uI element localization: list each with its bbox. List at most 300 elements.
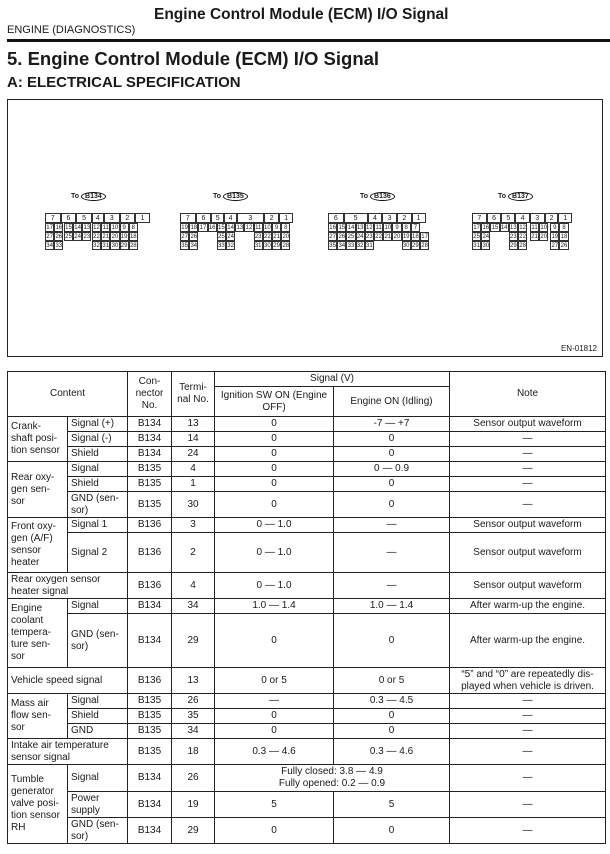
connector-no-cell: B134 bbox=[128, 447, 172, 462]
connector-pin: 29 bbox=[412, 243, 419, 249]
connector-pin: 26 bbox=[190, 234, 198, 240]
connector-pin: 18 bbox=[560, 234, 568, 240]
note-cell: After warm-up the engine. bbox=[450, 599, 606, 614]
connector-no-cell: B134 bbox=[128, 818, 172, 844]
content-sub-item: GND (sen- sor) bbox=[68, 818, 128, 844]
note-cell: Sensor output waveform bbox=[450, 417, 606, 432]
connector-pin: 18 bbox=[412, 234, 419, 240]
connector-pin: 2 bbox=[545, 213, 559, 223]
connector-pin: 31 bbox=[254, 243, 262, 249]
connector-pin: 15 bbox=[218, 225, 225, 231]
ignition-on-value: 0 — 1.0 bbox=[215, 518, 334, 533]
header-terminal: Termi- nal No. bbox=[172, 372, 215, 417]
connector-pin: 20 bbox=[540, 234, 548, 240]
ignition-on-value: 0 bbox=[215, 477, 334, 492]
connector-pin: 30 bbox=[264, 243, 271, 249]
connector-pin: 9 bbox=[120, 223, 129, 232]
connector-pin: 11 bbox=[531, 225, 538, 231]
connector-no-cell: B134 bbox=[128, 432, 172, 447]
connector-no-cell: B135 bbox=[128, 462, 172, 477]
connector-pin: 29 bbox=[510, 243, 517, 249]
connector-pin: 23 bbox=[510, 234, 517, 240]
table-row bbox=[8, 447, 606, 462]
note-cell: — bbox=[450, 739, 606, 765]
connector-pin: 7 bbox=[472, 213, 487, 223]
connector-pin: 5 bbox=[501, 213, 515, 223]
connector-no-cell: B135 bbox=[128, 739, 172, 765]
connector-pin: 27 bbox=[46, 234, 53, 240]
connector-pin: 22 bbox=[375, 234, 382, 240]
content-sub-item: Signal bbox=[68, 462, 128, 477]
connector-pin: 22 bbox=[519, 234, 526, 240]
engine-on-value: 0 bbox=[334, 432, 450, 447]
ignition-on-value: 0 bbox=[215, 492, 334, 518]
table-row bbox=[8, 573, 606, 599]
engine-on-value: 0.3 — 4.6 bbox=[334, 739, 450, 765]
connector-pin: 21 bbox=[384, 234, 392, 240]
connector-pin: 23 bbox=[254, 234, 262, 240]
connector-pin: 5 bbox=[344, 213, 368, 223]
terminal-no-cell: 4 bbox=[172, 573, 215, 599]
note-cell: — bbox=[450, 792, 606, 818]
table-row bbox=[8, 694, 606, 709]
table-row bbox=[8, 492, 606, 518]
terminal-no-cell: 34 bbox=[172, 724, 215, 739]
connector-pin: 27 bbox=[551, 243, 559, 249]
connector-pin: 28 bbox=[421, 243, 428, 249]
engine-on-value: 0 or 5 bbox=[334, 668, 450, 694]
connector-pin: 30 bbox=[402, 243, 410, 249]
connector-pin: 6 bbox=[487, 213, 502, 223]
connector-pin: 14 bbox=[227, 225, 234, 231]
connector-pin: 17 bbox=[46, 225, 53, 231]
content-group-name: Mass air flow sen- sor bbox=[8, 694, 68, 739]
connector-pin: 5 bbox=[76, 213, 92, 223]
table-row bbox=[8, 462, 606, 477]
ignition-on-value: 0 — 1.0 bbox=[215, 533, 334, 573]
connector-pin: 1 bbox=[558, 213, 572, 223]
connector-pin: 3 bbox=[530, 213, 545, 223]
terminal-no-cell: 34 bbox=[172, 599, 215, 614]
terminal-no-cell: 35 bbox=[172, 709, 215, 724]
header-note: Note bbox=[450, 372, 606, 417]
connector-pin: 28 bbox=[519, 243, 526, 249]
section-heading: 5. Engine Control Module (ECM) I/O Signal bbox=[7, 48, 380, 69]
connector-pin: 1 bbox=[279, 213, 293, 223]
note-cell: — bbox=[450, 462, 606, 477]
connector-pin: 3 bbox=[104, 213, 120, 223]
connector-pin: 27 bbox=[329, 234, 336, 240]
connector-label bbox=[360, 192, 395, 201]
connector-pin: 16 bbox=[482, 225, 490, 231]
terminal-no-cell: 18 bbox=[172, 739, 215, 765]
content-group-name: Tumble generator valve posi- tion sensor RH bbox=[8, 765, 68, 844]
connector-no-cell: B135 bbox=[128, 477, 172, 492]
ignition-on-value: 0 bbox=[215, 432, 334, 447]
header-engine-on: Engine ON (Idling) bbox=[334, 387, 450, 417]
connector-no-cell: B136 bbox=[128, 533, 172, 573]
connector-pin: 24 bbox=[356, 234, 364, 240]
terminal-no-cell: 26 bbox=[172, 694, 215, 709]
content-group-name: Rear oxygen sensor heater signal bbox=[8, 573, 128, 599]
connector-pin: 2 bbox=[120, 213, 136, 223]
connector-label bbox=[71, 192, 106, 201]
connector-pin: 12 bbox=[519, 225, 526, 231]
connector-pin: 19 bbox=[551, 234, 559, 240]
ignition-on-value: 0 bbox=[215, 462, 334, 477]
connector-id-oval: B137 bbox=[508, 192, 533, 201]
signal-merged-cell: Fully closed: 3.8 — 4.9 Fully opened: 0.2 — 0.9 bbox=[215, 765, 450, 792]
subsection-heading: A: ELECTRICAL SPECIFICATION bbox=[7, 74, 241, 91]
connector-pin: 16 bbox=[55, 225, 63, 231]
connector-no-cell: B134 bbox=[128, 599, 172, 614]
connector-pin: 22 bbox=[264, 234, 271, 240]
ignition-on-value: 0.3 — 4.6 bbox=[215, 739, 334, 765]
connector-pin: 34 bbox=[338, 243, 346, 249]
connector-pin: 9 bbox=[550, 223, 559, 232]
engine-on-value: -7 — +7 bbox=[334, 417, 450, 432]
terminal-no-cell: 13 bbox=[172, 417, 215, 432]
page-header-title: Engine Control Module (ECM) I/O Signal bbox=[154, 6, 449, 23]
header-signal: Signal (V) bbox=[215, 372, 450, 387]
note-cell: Sensor output waveform bbox=[450, 533, 606, 573]
connector-pin: 8 bbox=[129, 223, 138, 232]
connector-pin: 5 bbox=[211, 213, 224, 223]
terminal-no-cell: 13 bbox=[172, 668, 215, 694]
ignition-on-value: 0 or 5 bbox=[215, 668, 334, 694]
connector-pin: 15 bbox=[491, 225, 499, 231]
connector-label bbox=[498, 192, 533, 201]
connector-pin: 7 bbox=[411, 223, 420, 232]
table-row bbox=[8, 792, 606, 818]
connector-pin: 25 bbox=[218, 234, 225, 240]
engine-on-value: 0 bbox=[334, 818, 450, 844]
connector-pin: 28 bbox=[282, 243, 290, 249]
connector-pin: 34 bbox=[190, 243, 198, 249]
connector-pin: 3 bbox=[237, 213, 264, 223]
connector-pin: 28 bbox=[129, 243, 137, 249]
connector-pin: 24 bbox=[74, 234, 81, 240]
connector-pin: 24 bbox=[227, 234, 234, 240]
engine-on-value: — bbox=[334, 533, 450, 573]
engine-on-value: 1.0 — 1.4 bbox=[334, 599, 450, 614]
connector-pin: 23 bbox=[83, 234, 91, 240]
ignition-on-value: — bbox=[215, 694, 334, 709]
note-cell: — bbox=[450, 447, 606, 462]
connector-pin: 2 bbox=[397, 213, 412, 223]
connector-pin: 7 bbox=[180, 213, 196, 223]
content-group-name: Engine coolant tempera- ture sen- sor bbox=[8, 599, 68, 668]
table-row bbox=[8, 477, 606, 492]
connector-pin: 7 bbox=[45, 213, 61, 223]
connector-pin: 34 bbox=[46, 243, 53, 249]
connector-pin: 11 bbox=[102, 225, 109, 231]
connector-pin: 29 bbox=[120, 243, 128, 249]
note-cell: Sensor output waveform bbox=[450, 518, 606, 533]
connector-figure bbox=[7, 99, 603, 357]
connector-pin: 19 bbox=[181, 225, 188, 231]
table-row bbox=[8, 765, 606, 792]
connector-pin: 33 bbox=[55, 243, 63, 249]
ignition-on-value: 0 bbox=[215, 709, 334, 724]
connector-pin: 20 bbox=[111, 234, 119, 240]
connector-pin: 12 bbox=[245, 225, 253, 231]
connector-pin: 8 bbox=[559, 223, 568, 232]
connector-no-cell: B136 bbox=[128, 518, 172, 533]
terminal-no-cell: 26 bbox=[172, 765, 215, 792]
connector-to-text: To bbox=[360, 193, 369, 200]
connector-pin: 8 bbox=[402, 223, 411, 232]
content-group-name: Rear oxy- gen sen- sor bbox=[8, 462, 68, 518]
connector-no-cell: B136 bbox=[128, 573, 172, 599]
connector-pin: 31 bbox=[473, 243, 480, 249]
connector-pin: 20 bbox=[282, 234, 290, 240]
note-cell: — bbox=[450, 432, 606, 447]
connector-pin: 1 bbox=[412, 213, 426, 223]
content-group-name: Vehicle speed signal bbox=[8, 668, 128, 694]
connector-no-cell: B136 bbox=[128, 668, 172, 694]
connector-pin: 21 bbox=[531, 234, 538, 240]
connector-pin: 31 bbox=[102, 243, 110, 249]
connector-no-cell: B134 bbox=[128, 792, 172, 818]
content-sub-item: Signal 1 bbox=[68, 518, 128, 533]
terminal-no-cell: 29 bbox=[172, 614, 215, 668]
table-row bbox=[8, 739, 606, 765]
connector-pin: 26 bbox=[55, 234, 63, 240]
connector-no-cell: B134 bbox=[128, 417, 172, 432]
connector-pin: 21 bbox=[102, 234, 110, 240]
table-row bbox=[8, 818, 606, 844]
connector-pin: 23 bbox=[366, 234, 373, 240]
connector-no-cell: B134 bbox=[128, 765, 172, 792]
connector-pin: 13 bbox=[236, 225, 244, 231]
connector-no-cell: B135 bbox=[128, 709, 172, 724]
note-cell: “5” and “0” are repeatedly dis- played when vehicle is driven. bbox=[450, 668, 606, 694]
table-row bbox=[8, 709, 606, 724]
connector-pin: 17 bbox=[421, 234, 428, 240]
table-row bbox=[8, 614, 606, 668]
connector-to-text: To bbox=[498, 193, 507, 200]
connector-pin: 4 bbox=[368, 213, 383, 223]
connector-pin: 26 bbox=[338, 234, 346, 240]
connector-pin: 10 bbox=[111, 225, 119, 231]
page-header-section: ENGINE (DIAGNOSTICS) bbox=[7, 24, 136, 36]
connector-pin: 25 bbox=[347, 234, 355, 240]
table-row bbox=[8, 599, 606, 614]
connector-pin: 1 bbox=[135, 213, 150, 223]
connector-pin: 30 bbox=[482, 243, 490, 249]
header-connector: Con- nector No. bbox=[128, 372, 172, 417]
connector-pin: 8 bbox=[281, 223, 290, 232]
connector-pin: 2 bbox=[264, 213, 280, 223]
connector-pin: 12 bbox=[366, 225, 373, 231]
connector-pin: 4 bbox=[92, 213, 104, 223]
header-content: Content bbox=[8, 372, 128, 417]
note-cell: — bbox=[450, 709, 606, 724]
connector-pin: 30 bbox=[111, 243, 119, 249]
note-cell: — bbox=[450, 492, 606, 518]
table-row bbox=[8, 432, 606, 447]
content-group-name: Crank- shaft posi- tion sensor bbox=[8, 417, 68, 462]
connector-pin: 35 bbox=[329, 243, 336, 249]
note-cell: — bbox=[450, 818, 606, 844]
connector-pin: 10 bbox=[540, 225, 548, 231]
connector-pin: 18 bbox=[129, 234, 137, 240]
content-sub-item: Power supply bbox=[68, 792, 128, 818]
ignition-on-value: 1.0 — 1.4 bbox=[215, 599, 334, 614]
content-group-name: Front oxy- gen (A/F) sensor heater bbox=[8, 518, 68, 573]
note-cell: — bbox=[450, 477, 606, 492]
engine-on-value: 0 bbox=[334, 614, 450, 668]
connector-no-cell: B135 bbox=[128, 724, 172, 739]
connector-pin: 3 bbox=[382, 213, 397, 223]
engine-on-value: 5 bbox=[334, 792, 450, 818]
ignition-on-value: 0 bbox=[215, 417, 334, 432]
ignition-on-value: 5 bbox=[215, 792, 334, 818]
connector-pin: 32 bbox=[93, 243, 100, 249]
connector-id-oval: B134 bbox=[81, 192, 106, 201]
connector-pin: 14 bbox=[347, 225, 355, 231]
terminal-no-cell: 29 bbox=[172, 818, 215, 844]
content-sub-item: GND (sen- sor) bbox=[68, 492, 128, 518]
connector-no-cell: B135 bbox=[128, 492, 172, 518]
connector-pin: 16 bbox=[208, 225, 216, 231]
connector-pin: 11 bbox=[375, 225, 382, 231]
engine-on-value: 0 bbox=[334, 447, 450, 462]
content-sub-item: Shield bbox=[68, 709, 128, 724]
connector-pin: 31 bbox=[366, 243, 373, 249]
header-ignition-on: Ignition SW ON (Engine OFF) bbox=[215, 387, 334, 417]
terminal-no-cell: 30 bbox=[172, 492, 215, 518]
engine-on-value: — bbox=[334, 518, 450, 533]
connector-pin: 17 bbox=[473, 225, 480, 231]
ignition-on-value: 0 bbox=[215, 447, 334, 462]
connector-pin: 16 bbox=[329, 225, 336, 231]
note-cell: — bbox=[450, 724, 606, 739]
connector-pin: 6 bbox=[196, 213, 212, 223]
connector-pin: 6 bbox=[61, 213, 77, 223]
terminal-no-cell: 2 bbox=[172, 533, 215, 573]
note-cell: — bbox=[450, 765, 606, 792]
content-sub-item: GND (sen- sor) bbox=[68, 614, 128, 668]
connector-pin: 17 bbox=[199, 225, 207, 231]
content-sub-item: Shield bbox=[68, 447, 128, 462]
terminal-no-cell: 4 bbox=[172, 462, 215, 477]
content-group-name: Intake air temperature sensor signal bbox=[8, 739, 128, 765]
content-sub-item: Signal bbox=[68, 694, 128, 709]
signal-spec-table bbox=[7, 371, 606, 844]
content-sub-item: GND bbox=[68, 724, 128, 739]
connector-pin: 9 bbox=[272, 223, 281, 232]
engine-on-value: 0 bbox=[334, 477, 450, 492]
connector-pin: 14 bbox=[74, 225, 81, 231]
connector-pin: 19 bbox=[402, 234, 410, 240]
connector-pin: 19 bbox=[120, 234, 128, 240]
connector-pin: 22 bbox=[93, 234, 100, 240]
content-sub-item: Signal 2 bbox=[68, 533, 128, 573]
engine-on-value: 0 bbox=[334, 724, 450, 739]
connector-pin: 10 bbox=[264, 225, 271, 231]
connector-pin: 18 bbox=[190, 225, 198, 231]
connector-label bbox=[213, 192, 248, 201]
note-cell: After warm-up the engine. bbox=[450, 614, 606, 668]
connector-pin: 12 bbox=[93, 225, 100, 231]
connector-pin: 26 bbox=[560, 243, 568, 249]
table-row bbox=[8, 668, 606, 694]
table-row bbox=[8, 417, 606, 432]
engine-on-value: 0 bbox=[334, 709, 450, 724]
connector-pin: 15 bbox=[338, 225, 346, 231]
terminal-no-cell: 19 bbox=[172, 792, 215, 818]
connector-pin: 13 bbox=[356, 225, 364, 231]
table-row bbox=[8, 724, 606, 739]
note-cell: Sensor output waveform bbox=[450, 573, 606, 599]
ignition-on-value: 0 bbox=[215, 614, 334, 668]
connector-pin: 33 bbox=[347, 243, 355, 249]
connector-pin: 14 bbox=[500, 225, 508, 231]
engine-on-value: — bbox=[334, 573, 450, 599]
connector-pin: 10 bbox=[384, 225, 392, 231]
header-rule bbox=[7, 39, 610, 42]
terminal-no-cell: 3 bbox=[172, 518, 215, 533]
connector-pin: 4 bbox=[224, 213, 237, 223]
connector-pin: 27 bbox=[181, 234, 188, 240]
connector-pin: 13 bbox=[510, 225, 517, 231]
content-sub-item: Signal bbox=[68, 765, 128, 792]
ignition-on-value: 0 bbox=[215, 818, 334, 844]
connector-pin: 6 bbox=[328, 213, 344, 223]
connector-pin: 15 bbox=[65, 225, 72, 231]
connector-pin: 4 bbox=[515, 213, 530, 223]
connector-to-text: To bbox=[213, 193, 222, 200]
connector-pin: 24 bbox=[482, 234, 490, 240]
table-row bbox=[8, 518, 606, 533]
ignition-on-value: 0 — 1.0 bbox=[215, 573, 334, 599]
engine-on-value: 0.3 — 4.5 bbox=[334, 694, 450, 709]
terminal-no-cell: 24 bbox=[172, 447, 215, 462]
connector-pin: 32 bbox=[356, 243, 364, 249]
content-sub-item: Signal bbox=[68, 599, 128, 614]
note-cell: — bbox=[450, 694, 606, 709]
ignition-on-value: 0 bbox=[215, 724, 334, 739]
content-sub-item: Signal (+) bbox=[68, 417, 128, 432]
connector-pin: 20 bbox=[393, 234, 401, 240]
connector-no-cell: B135 bbox=[128, 694, 172, 709]
connector-pin: 33 bbox=[218, 243, 225, 249]
connector-id-oval: B135 bbox=[223, 192, 248, 201]
content-sub-item: Signal (-) bbox=[68, 432, 128, 447]
connector-to-text: To bbox=[71, 193, 80, 200]
connector-pin: 35 bbox=[181, 243, 188, 249]
connector-pin: 29 bbox=[273, 243, 280, 249]
connector-pin: 11 bbox=[255, 225, 262, 231]
content-sub-item: Shield bbox=[68, 477, 128, 492]
connector-pin: 9 bbox=[392, 223, 401, 232]
figure-id: EN-01812 bbox=[560, 344, 597, 353]
connector-id-oval: B136 bbox=[370, 192, 395, 201]
terminal-no-cell: 1 bbox=[172, 477, 215, 492]
engine-on-value: 0 — 0.9 bbox=[334, 462, 450, 477]
connector-pin: 25 bbox=[473, 234, 480, 240]
connector-pin: 32 bbox=[227, 243, 234, 249]
engine-on-value: 0 bbox=[334, 492, 450, 518]
connector-no-cell: B134 bbox=[128, 614, 172, 668]
connector-pin: 13 bbox=[83, 225, 91, 231]
table-row bbox=[8, 533, 606, 573]
connector-pin: 21 bbox=[273, 234, 280, 240]
connector-pin: 25 bbox=[65, 234, 72, 240]
terminal-no-cell: 14 bbox=[172, 432, 215, 447]
